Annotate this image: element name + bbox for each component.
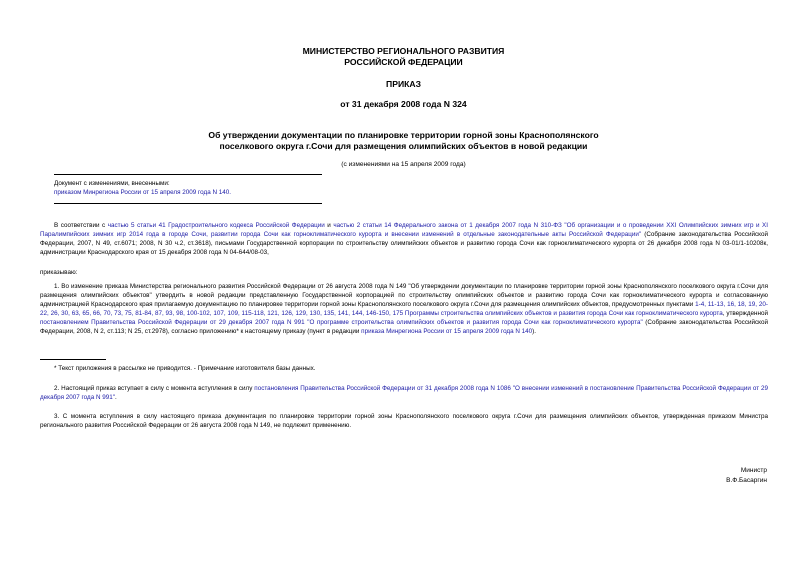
amendment-note: (с изменениями на 15 апреля 2009 года) (341, 161, 466, 168)
item-1-text-1: 1. Во изменение приказа Министерства регионального развития Российской Федерации от 26 августа 2008 года N 149 "Об утверждении документации по планировке территории горной зоны Краснополянского поселкового округа г.Сочи для размещения олимпийских объектов" утвердить в новой редакции представленную Государственной корпорацией по строительству олимпийских объектов и развитию города Сочи как горноклиматического курорта и согласованную администрацией Краснодарского края прилагаемую документацию по планировке территории горной зоны Краснополянского поселкового округа г.Сочи для размещения олимпийских объектов, предусмотренных пунктами (40, 283, 768, 309)
preamble-text-1: В соответствии с (54, 222, 108, 229)
ministry-name-line2: РОССИЙСКОЙ ФЕДЕРАЦИИ (344, 57, 463, 67)
urban-code-link[interactable]: частью 5 статьи 41 Градостроительного кодекса Российской Федерации (107, 222, 325, 229)
item-2-text-2: . (115, 394, 117, 402)
item-1-paragraph (40, 282, 768, 337)
program-items-link[interactable]: 1-4, 11-13, 16, 18, 19, 20-22, 26, 30, 63, 65, 66, 70, 73, 75, 81-84, 87, 93, 98, 100-102, 107, 109, 115-118, 121, 126, 129, 130, 135, 141, 144, 146-150, 175 Программы строительства олимпийских объектов и развития города Сочи как горноклиматического курорта (40, 301, 768, 318)
signature-position: Министр (740, 467, 767, 474)
change-box-wrap (54, 188, 231, 197)
document-title-line1: Об утверждении документации по планировке территории горной зоны Краснополянского (208, 130, 599, 140)
government-decree-991-link[interactable]: постановлением Правительства Российской Федерации от 29 декабря 2007 года N 991 "О программе строительства олимпийских объектов и развития города Сочи как горноклиматического курорта" (40, 319, 643, 327)
change-box-bottom-rule (54, 203, 322, 204)
preamble-text-2: и (324, 222, 334, 229)
change-box-top-rule (54, 174, 322, 175)
item-3-paragraph (40, 412, 768, 430)
item-1-text-4: ). (532, 328, 537, 336)
minregion-order-140-link[interactable]: приказа Минрегиона России от 15 апреля 2009 года N 140 (361, 328, 533, 336)
preamble-paragraph (40, 221, 768, 257)
item-1-text-2: , утвержденной (722, 310, 768, 318)
ministry-name-line1: МИНИСТЕРСТВО РЕГИОНАЛЬНОГО РАЗВИТИЯ (302, 46, 505, 56)
item-2-text-1: 2. Настоящий приказ вступает в силу с момента вступления в силу (54, 385, 255, 392)
order-word: приказываю: (40, 269, 78, 276)
amendment-order-link[interactable]: приказом Минрегиона России от 15 апреля 2009 года N 140. (54, 189, 231, 196)
footnote: * Текст приложения в рассылке не приводится. - Примечание изготовителя базы данных. (54, 365, 316, 372)
document-type: ПРИКАЗ (386, 79, 421, 89)
government-decree-1086-link[interactable]: постановления Правительства Российской Федерации от 31 декабря 2008 года N 1086 "О внесении изменений в постановление Правительства Российской Федерации от 29 декабря 2007 года N 991" (40, 385, 768, 402)
signature-name: В.Ф.Басаргин (726, 477, 767, 484)
federal-law-link[interactable]: частью 2 статьи 14 Федерального закона от 1 декабря 2007 года N 310-ФЗ "Об организации и о проведении XXI Олимпийских зимних игр и XI Паралимпийских зимних игр 2014 года в городе Сочи, развитии города Сочи как горноклиматического курорта и внесении изменений в отдельные законодательные акты Российской Федерации" (40, 222, 768, 239)
footnote-rule (40, 359, 106, 360)
document-title-line2: поселкового округа г.Сочи для размещения олимпийских объектов в новой редакции (219, 141, 588, 151)
document-date-number: от 31 декабря 2008 года N 324 (340, 99, 467, 109)
preamble-text-3: (Собрание законодательства Российской Федерации, 2007, N 49, ст.6071; 2008, N 30 ч.2, ст.3618), письмами Государственной корпорации по строительству олимпийских объектов и развитию города Сочи как горноклиматического курорта от 26 декабря 2008 года N 03-01/1-10208к, администрации Краснодарского края от 15 декабря 2008 года N 04-644/08-03, (40, 231, 768, 257)
change-box-label: Документ с изменениями, внесенными: (54, 180, 170, 187)
item-3-text: 3. С момента вступления в силу настоящего приказа документация по планировке территории горной зоны Краснополянского поселкового округа г.Сочи для размещения олимпийских объектов, утвержденная приказом Министра регионального развития Российской Федерации от 26 августа 2008 года N 149, не подлежит применению. (40, 413, 768, 430)
item-1-text-3: (Собрание законодательства Российской Федерации, 2008, N 2, ст.113; N 25, ст.2978), согласно приложению* к настоящему приказу (пункт в редакции (40, 319, 768, 336)
item-2-paragraph (40, 384, 768, 402)
